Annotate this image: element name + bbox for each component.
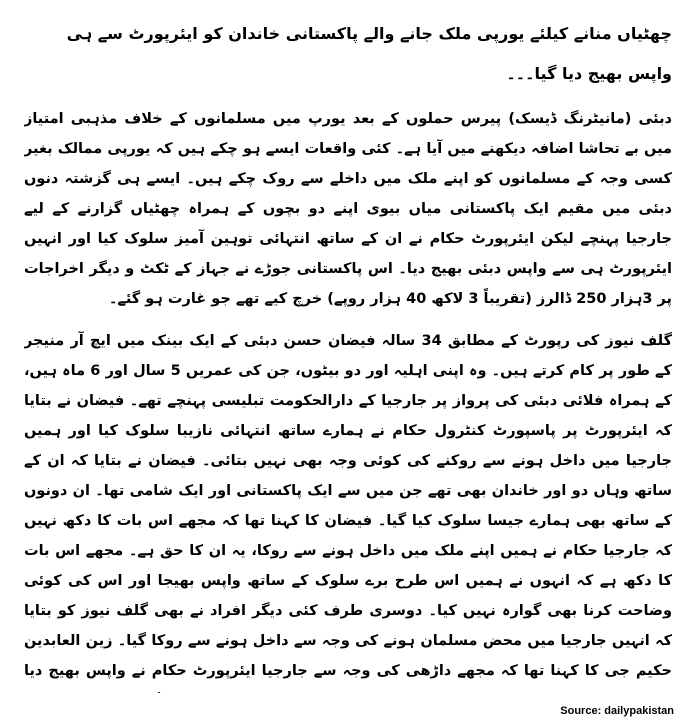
article-paragraph-1: دبئی (مانیٹرنگ ڈیسک) پیرس حملوں کے بعد یورپ میں مسلمانوں کے خلاف مذہبی امتیاز میں بے تحاشا اضافہ دیکھنے میں آیا ہے۔ کئی واقعات ایسے ہو چکے ہیں کہ یورپی ممالک بغیر کسی وجہ کے مسلمانوں کو اپنے ملک میں داخلے سے روک چکے ہیں۔ ایسے ہی گزشتہ دنوں دبئی میں مقیم ایک پاکستانی میاں بیوی اپنے دو بچوں کے ہمراہ چھٹیاں گزارنے کے لیے جارجیا پہنچے لیکن ایئرپورٹ حکام نے ان کے ساتھ انتہائی توہین آمیز سلوک کیا اور انہیں ایئرپورٹ ہی سے واپس دبئی بھیج دیا۔ اس پاکستانی جوڑے نے جہاز کے ٹکٹ و دیگر اخراجات پر 3ہزار 250 ڈالرز (تقریباً 3 لاکھ 40 ہزار روپے) خرچ کیے تھے جو غارت ہو گئے۔ <box>24 111 672 307</box>
article-paragraph-2: گلف نیوز کی رپورٹ کے مطابق 34 سالہ فیضان حسن دبئی کے ایک بینک میں ایچ آر منیجر کے طور پر کام کرتے ہیں۔ وہ اپنی اہلیہ اور دو بیٹوں، جن کی عمریں 5 سال اور 6 ماہ ہیں، کے ہمراہ فلائی دبئی کی پرواز پر جارجیا کے دارالحکومت تبلیسی پہنچے تھے۔ فیضان نے بتایا کہ ایئرپورٹ پر پاسپورٹ کنٹرول حکام نے ہمارے ساتھ انتہائی نازیبا سلوک کیا اور ہمیں جارجیا میں داخل ہونے سے روکنے کی کوئی وجہ بھی نہیں بتائی۔ فیضان نے بتایا کہ ان کے ساتھ وہاں دو اور خاندان بھی تھے جن میں سے ایک پاکستانی اور ایک شامی تھا۔ ان دونوں کے ساتھ بھی ہمارے جیسا سلوک کیا گیا۔ فیضان کا کہنا تھا کہ مجھے اس بات کا دکھ نہیں کہ جارجیا حکام نے ہمیں اپنے ملک میں داخل ہونے سے روکا، یہ ان کا حق ہے۔ مجھے اس بات کا دکھ ہے کہ انہوں نے ہمیں اس طرح برے سلوک کے ساتھ واپس بھیجا اور اس کی کوئی وضاحت کرنا بھی گوارہ نہیں کیا۔ دوسری طرف کئی دیگر افراد نے بھی گلف نیوز کو بتایا کہ انہیں جارجیا میں محض مسلمان ہونے کی وجہ سے داخل ہونے سے روکا گیا۔ زین العابدین حکیم جی کا کہنا تھا کہ مجھے داڑھی کی وجہ سے جارجیا ایئرپورٹ حکام نے واپس بھیج دیا <box>24 333 672 679</box>
article <box>24 14 672 693</box>
source-credit: Source: dailypakistan <box>560 705 674 717</box>
article-headline: چھٹیاں منانے کیلئے یورپی ملک جانے والے پاکستانی خاندان کو ایئرپورٹ سے ہی واپس بھیج دیا گیا۔۔۔ <box>66 24 672 83</box>
